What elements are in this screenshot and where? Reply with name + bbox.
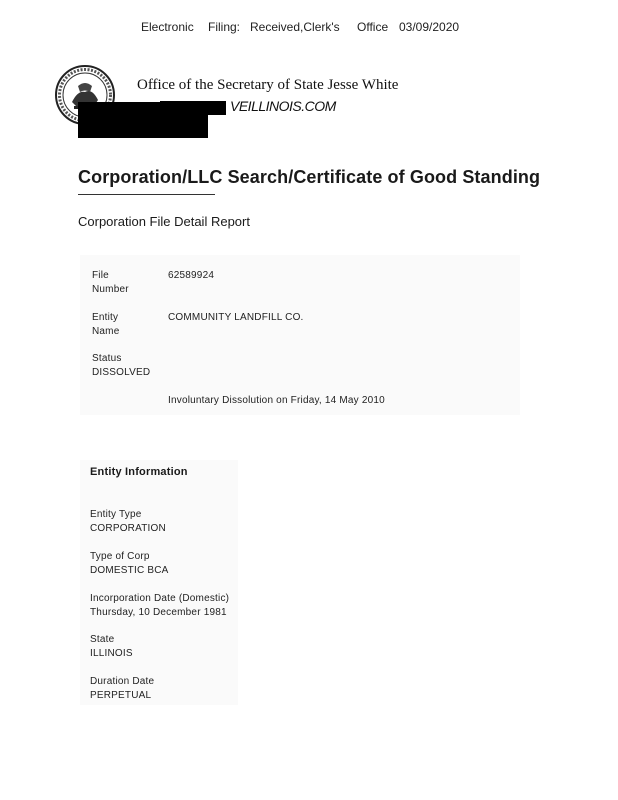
stamp-word-office: Office	[357, 20, 389, 34]
file-number-value: 62589924	[168, 270, 215, 281]
page-title: Corporation/LLC Search/Certificate of Good Standing	[78, 167, 541, 187]
entity-type-label: Entity Type	[90, 509, 142, 520]
office-heading: Office of the Secretary of State Jesse White	[137, 77, 399, 93]
status-value: DISSOLVED	[92, 367, 151, 378]
file-details-panel	[80, 255, 520, 415]
website-text: VEILLINOIS.COM	[230, 98, 336, 114]
type-of-corp-label: Type of Corp	[90, 551, 150, 562]
duration-date-label: Duration Date	[90, 676, 155, 687]
dissolution-note: Involuntary Dissolution on Friday, 14 May 2010	[168, 395, 385, 406]
stamp-word-electronic: Electronic	[141, 20, 194, 34]
duration-date-value: PERPETUAL	[90, 690, 152, 701]
incorporation-date-label: Incorporation Date (Domestic)	[90, 593, 230, 604]
entity-label-line1: Entity	[92, 312, 119, 323]
entity-type-value: CORPORATION	[90, 523, 166, 534]
redaction-block-secondary	[160, 101, 226, 115]
file-label-line1: File	[92, 270, 109, 281]
status-label: Status	[92, 353, 122, 364]
state-label: State	[90, 634, 115, 645]
report-title: Corporation File Detail Report	[78, 214, 250, 229]
stamp-word-filing: Filing:	[208, 20, 241, 34]
state-value: ILLINOIS	[90, 648, 133, 659]
incorporation-date-value: Thursday, 10 December 1981	[90, 607, 227, 618]
stamp-date: 03/09/2020	[399, 20, 460, 34]
entity-info-panel	[80, 460, 238, 705]
file-label-line2: Number	[92, 284, 129, 295]
file-number-label	[92, 269, 129, 297]
stamp-word-received: Received,Clerk's	[250, 20, 340, 34]
title-underline	[78, 194, 215, 195]
entity-info-heading: Entity Information	[90, 466, 188, 478]
entity-name-label	[92, 311, 119, 339]
type-of-corp-value: DOMESTIC BCA	[90, 565, 169, 576]
entity-name-value: COMMUNITY LANDFILL CO.	[168, 312, 304, 323]
entity-label-line2: Name	[92, 326, 120, 337]
